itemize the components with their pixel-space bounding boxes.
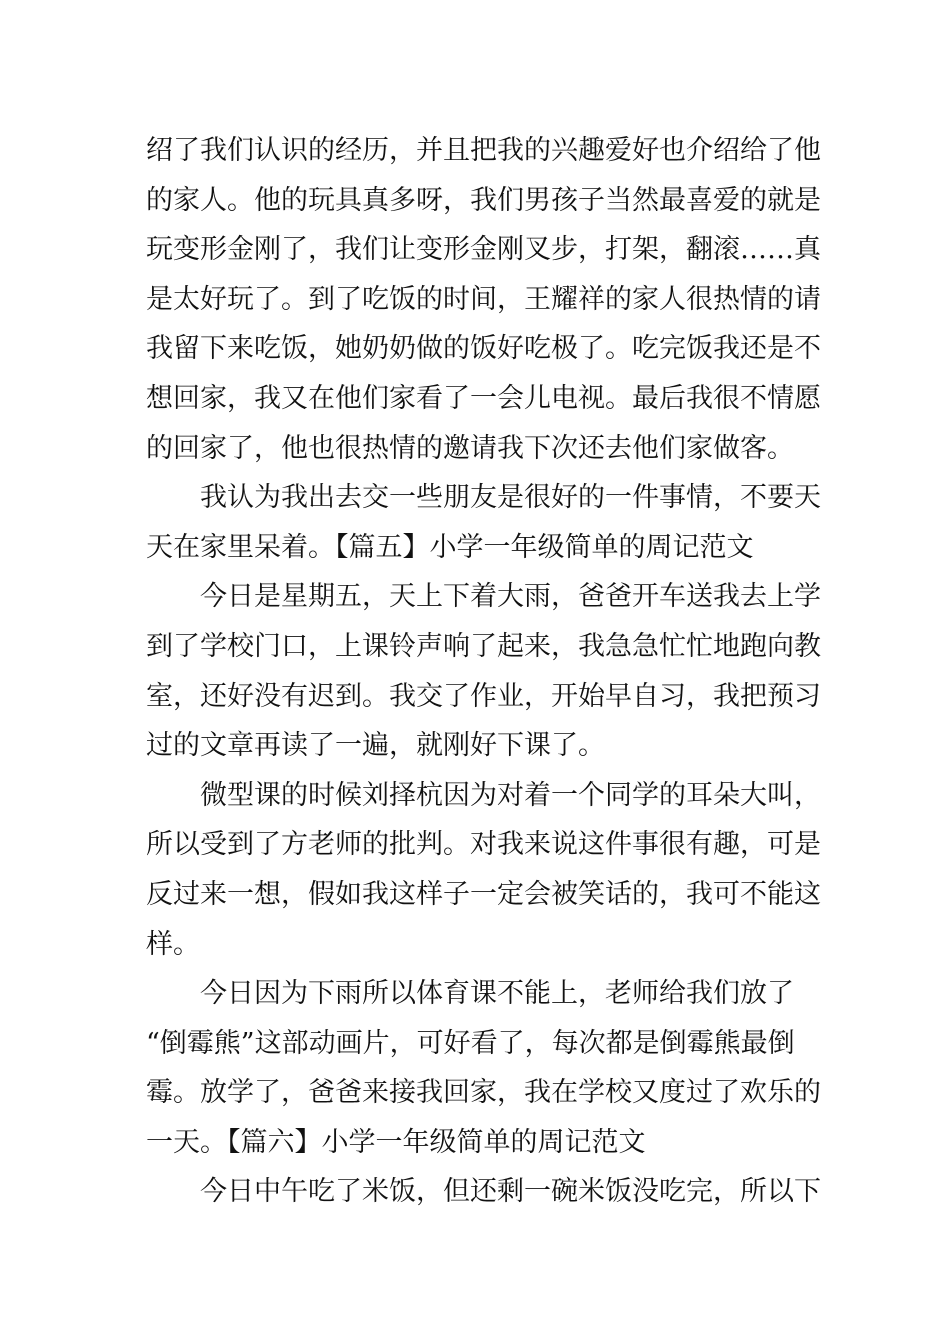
text-line: 反过来一想，假如我这样子一定会被笑话的，我可不能这 (146, 878, 821, 910)
paragraph-2 (146, 473, 821, 572)
text-line: 绍了我们认识的经历，并且把我的兴趣爱好也介绍给了他 (146, 135, 821, 166)
text-line: “倒霉熊”这部动画片，可好看了，每次都是倒霉熊最倒 (146, 1027, 795, 1059)
text-line: 到了学校门口，上课铃声响了起来，我急急忙忙地跑向教 (146, 630, 821, 662)
text-line: 微型课的时候刘择杭因为对着一个同学的耳朵大叫， (200, 779, 821, 811)
paragraph-3 (146, 572, 821, 770)
text-line: 今日因为下雨所以体育课不能上，老师给我们放了 (200, 978, 794, 1010)
text-line: 霉。放学了，爸爸来接我回家，我在学校又度过了欢乐的 (146, 1077, 821, 1109)
text-line-with-heading-5: 天在家里呆着。【篇五】小学一年级简单的周记范文 (146, 531, 754, 563)
text-line: 玩变形金刚了，我们让变形金刚叉步，打架，翻滚……真 (146, 234, 821, 266)
document-body (146, 126, 821, 1217)
text-line: 所以受到了方老师的批判。对我来说这件事很有趣，可是 (146, 829, 821, 861)
text-line: 的回家了，他也很热情的邀请我下次还去他们家做客。 (146, 432, 794, 464)
text-line: 今日中午吃了米饭，但还剩一碗米饭没吃完，所以下 (200, 1176, 821, 1208)
text-line: 我留下来吃饭，她奶奶做的饭好吃极了。吃完饭我还是不 (146, 333, 821, 365)
text-line: 室，还好没有迟到。我交了作业，开始早自习，我把预习 (146, 680, 821, 712)
paragraph-5 (146, 969, 821, 1167)
text-line-with-heading-6: 一天。【篇六】小学一年级简单的周记范文 (146, 1126, 646, 1158)
paragraph-1 (146, 126, 821, 473)
text-line: 的家人。他的玩具真多呀，我们男孩子当然最喜爱的就是 (146, 184, 821, 216)
paragraph-6 (146, 1167, 821, 1217)
text-line: 想回家，我又在他们家看了一会儿电视。最后我很不情愿 (146, 382, 821, 414)
paragraph-4 (146, 771, 821, 969)
text-line: 过的文章再读了一遍，就刚好下课了。 (146, 730, 605, 762)
text-line: 是太好玩了。到了吃饭的时间，王耀祥的家人很热情的请 (146, 283, 821, 315)
text-line: 我认为我出去交一些朋友是很好的一件事情，不要天 (200, 482, 821, 514)
text-line: 今日是星期五，天上下着大雨，爸爸开车送我去上学 (200, 581, 821, 613)
text-line: 样。 (146, 928, 200, 960)
